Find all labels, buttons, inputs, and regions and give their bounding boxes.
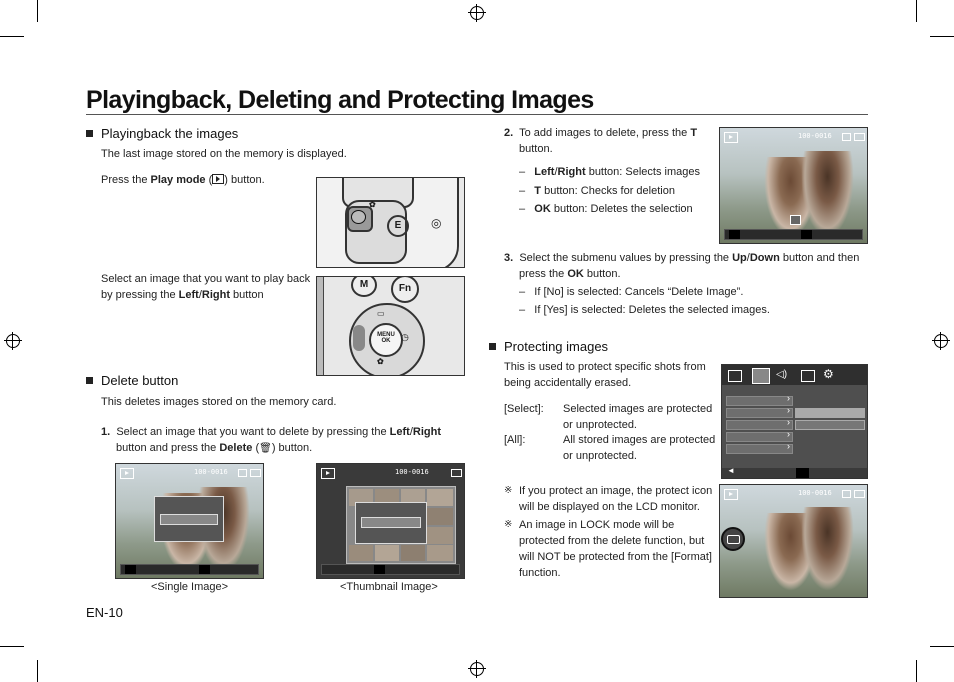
bullet-left-right: – Left/Right button: Selects images	[519, 166, 700, 178]
card-icon	[238, 469, 247, 477]
section-heading-delete: Delete button	[86, 373, 178, 388]
select-image-text: Select an image that you want to play back by pressing the Left/Right button	[101, 273, 311, 301]
menu-ok-button: MENU	[377, 332, 395, 338]
page-number: EN-10	[86, 605, 123, 620]
protect-lock-icon	[721, 527, 745, 551]
step-2-button-list	[519, 163, 700, 219]
protect-options: [Select]: Selected images are protected or unprotected. [All]: All stored images are protected or unprotected.	[504, 403, 716, 462]
delete-intro: This deletes images stored on the memory card.	[101, 396, 337, 408]
e-button: E	[387, 215, 409, 237]
play-mode-indicator-icon	[120, 468, 134, 479]
battery-icon	[250, 469, 261, 477]
delete-check-icon	[790, 215, 801, 225]
fn-button: Fn	[391, 276, 419, 303]
play-tab-icon	[752, 368, 770, 384]
registration-mark-bottom	[468, 660, 486, 678]
delete-step-1: 1. Select an image that you want to delete by pressing the Left/Right button and press the Delete (🗑) button.	[101, 426, 441, 454]
play-mode-indicator-icon-4	[724, 489, 738, 500]
thumbnail-delete-screen: 100-0016	[316, 463, 465, 579]
display-tab-icon	[801, 370, 815, 382]
play-mode-icon	[212, 174, 224, 184]
camera-play-button-illustration: ✿ E ◎	[316, 177, 465, 268]
caption-single-image: <Single Image>	[151, 581, 229, 593]
camera-dpad-illustration: M Fn MENU OK ◷ ▭ ✿	[316, 276, 465, 376]
multi-delete-screen: 100-0016	[719, 127, 868, 244]
registration-mark-left	[4, 332, 22, 350]
section-heading-protect: Protecting images	[489, 339, 608, 354]
play-mode-indicator-icon-3	[724, 132, 738, 143]
single-image-delete-screen	[115, 463, 264, 579]
registration-mark-top	[468, 4, 486, 22]
delete-step-2: 2. To add images to delete, press the T button.	[504, 127, 698, 155]
m-button: M	[351, 276, 377, 297]
delete-step-3: 3. Select the submenu values by pressing the Up/Down button and then press the OK button. – If [No] is selected: Cancels “Delete Image”. – If [Yes] is selected: Deletes the selected images.	[504, 252, 860, 316]
playback-tab-icon	[728, 370, 742, 382]
protect-note-2: ※ An image in LOCK mode will be protected from the delete function, but will NOT be protected from the [Format] function.	[504, 519, 712, 579]
protect-note-1: ※ If you protect an image, the protect icon will be displayed on the LCD monitor.	[504, 485, 713, 513]
play-button-icon	[351, 210, 366, 224]
protect-intro: This is used to protect specific shots from being accidentally erased.	[504, 361, 706, 389]
file-number: 100-0016	[194, 468, 228, 476]
section-heading-playback: Playingback the images	[86, 126, 238, 141]
protected-image-screen: 100-0016	[719, 484, 868, 598]
protect-menu-screen: ◁) ⚙ › › › › › ◄	[721, 364, 868, 479]
page-title: Playingback, Deleting and Protecting Images	[86, 86, 594, 114]
settings-tab-icon: ⚙	[823, 367, 834, 381]
press-play-mode-text: Press the Play mode ( ) button.	[101, 174, 265, 186]
registration-mark-right	[932, 332, 950, 350]
bullet-t-button: – T button: Checks for deletion	[519, 184, 675, 197]
caption-thumbnail-image: <Thumbnail Image>	[340, 581, 438, 593]
sound-tab-icon: ◁)	[776, 369, 788, 380]
delete-icon: 🗑	[259, 443, 272, 454]
title-rule	[86, 114, 868, 115]
playback-intro: The last image stored on the memory is displayed.	[101, 148, 347, 160]
play-mode-indicator-icon-2	[321, 468, 335, 479]
bullet-ok-button: – OK button: Deletes the selection	[519, 203, 693, 215]
